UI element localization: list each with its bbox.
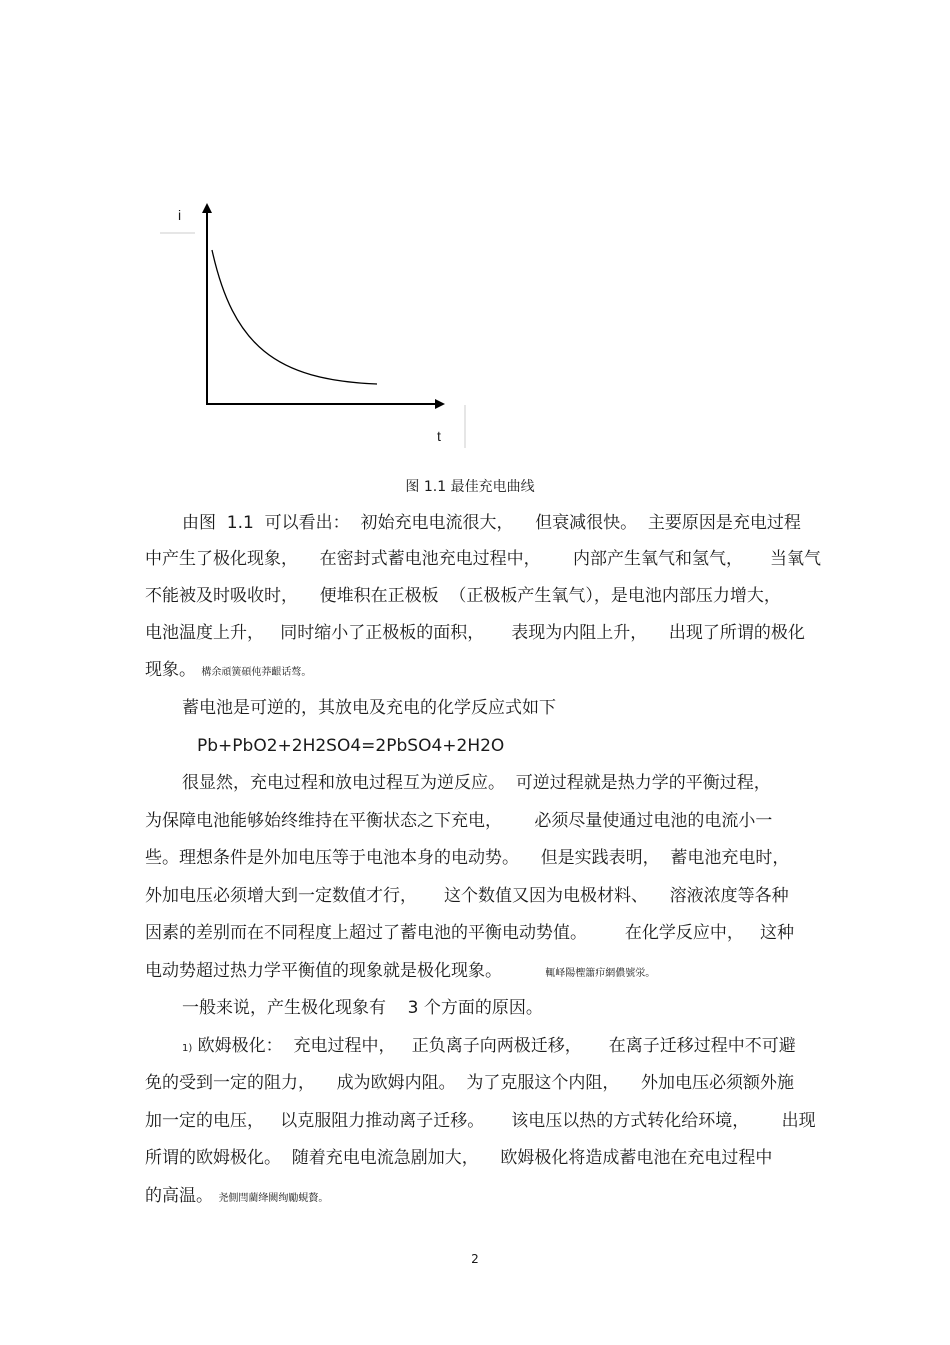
para1-line-3: 不能被及时吸收时， 便堆积在正极板 （正极板产生氧气），是电池内部压力增大，	[145, 586, 781, 606]
para3-line-4: 外加电压必须增大到一定数值才行， 这个数值又因为电极材料、 溶液浓度等各种	[145, 886, 789, 906]
list-marker: 1)	[182, 1043, 193, 1054]
charging-curve-svg	[155, 195, 475, 455]
y-axis-arrow	[202, 203, 212, 213]
para3-line-3: 些。理想条件是外加电压等于电池本身的电动势。 但是实践表明， 蓄电池充电时，	[145, 848, 790, 868]
para3-line-2: 为保障电池能够始终维持在平衡状态之下充电， 必须尽量使通过电池的电流小一	[145, 811, 773, 831]
para5-line-3: 加一定的电压， 以克服阻力推动离子迁移。 该电压以热的方式转化给环境， 出现	[145, 1111, 816, 1131]
para3-line-5: 因素的差别而在不同程度上超过了蓄电池的平衡电动势值。 在化学反应中， 这种	[145, 923, 795, 943]
para5-line-1-text: 欧姆极化： 充电过程中， 正负离子向两极迁移， 在离子迁移过程中不可避	[192, 1036, 796, 1056]
para5-line-2: 免的受到一定的阻力， 成为欧姆内阻。 为了克服这个内阻， 外加电压必须额外施	[145, 1073, 795, 1093]
para5-line-1	[182, 1036, 796, 1059]
para1-line-5	[145, 660, 311, 683]
para1-note: 構余頑簧碩伅莽齦话骜。	[201, 667, 312, 678]
para1-line-5-text: 现象。	[145, 660, 196, 680]
para5-line-4: 所谓的欧姆极化。 随着充电电流急剧加大， 欧姆极化将造成蓄电池在充电过程中	[145, 1148, 773, 1168]
para3-line-1: 很显然，充电过程和放电过程互为逆反应。 可逆过程就是热力学的平衡过程，	[182, 773, 771, 793]
para3-note: 輒峄陽檉簫疖網儂號泶。	[545, 968, 656, 979]
para3-line-6	[145, 961, 655, 984]
figure-caption: 图 1.1 最佳充电曲线	[405, 479, 535, 495]
charging-curve-figure	[155, 195, 475, 455]
x-axis-arrow	[435, 399, 445, 409]
x-axis-label: t	[437, 428, 441, 444]
reaction-equation: Pb+PbO2+2H2SO4=2PbSO4+2H2O	[197, 736, 505, 756]
y-axis-label: i	[178, 207, 182, 223]
para1-line-4: 电池温度上升， 同时缩小了正极板的面积， 表现为内阻上升， 出现了所谓的极化	[145, 623, 805, 643]
para5-line-5-text: 的高温。	[145, 1186, 213, 1206]
current-decay-curve	[212, 250, 377, 384]
page-number: 2	[471, 1252, 479, 1266]
para5-line-5	[145, 1186, 328, 1209]
para2: 蓄电池是可逆的，其放电及充电的化学反应式如下	[182, 698, 556, 718]
para1-line-1: 由图 1.1 可以看出： 初始充电电流很大， 但衰减很快。 主要原因是充电过程	[182, 513, 801, 533]
para4: 一般来说，产生极化现象有 3 个方面的原因。	[182, 998, 543, 1018]
para1-line-2: 中产生了极化现象， 在密封式蓄电池充电过程中， 内部产生氧气和氢气， 当氧气	[145, 549, 822, 569]
para5-note: 尧側閆藺绛闕绚勵蜆贅。	[218, 1193, 329, 1204]
para3-line-6-text: 电动势超过热力学平衡值的现象就是极化现象。	[145, 961, 502, 981]
